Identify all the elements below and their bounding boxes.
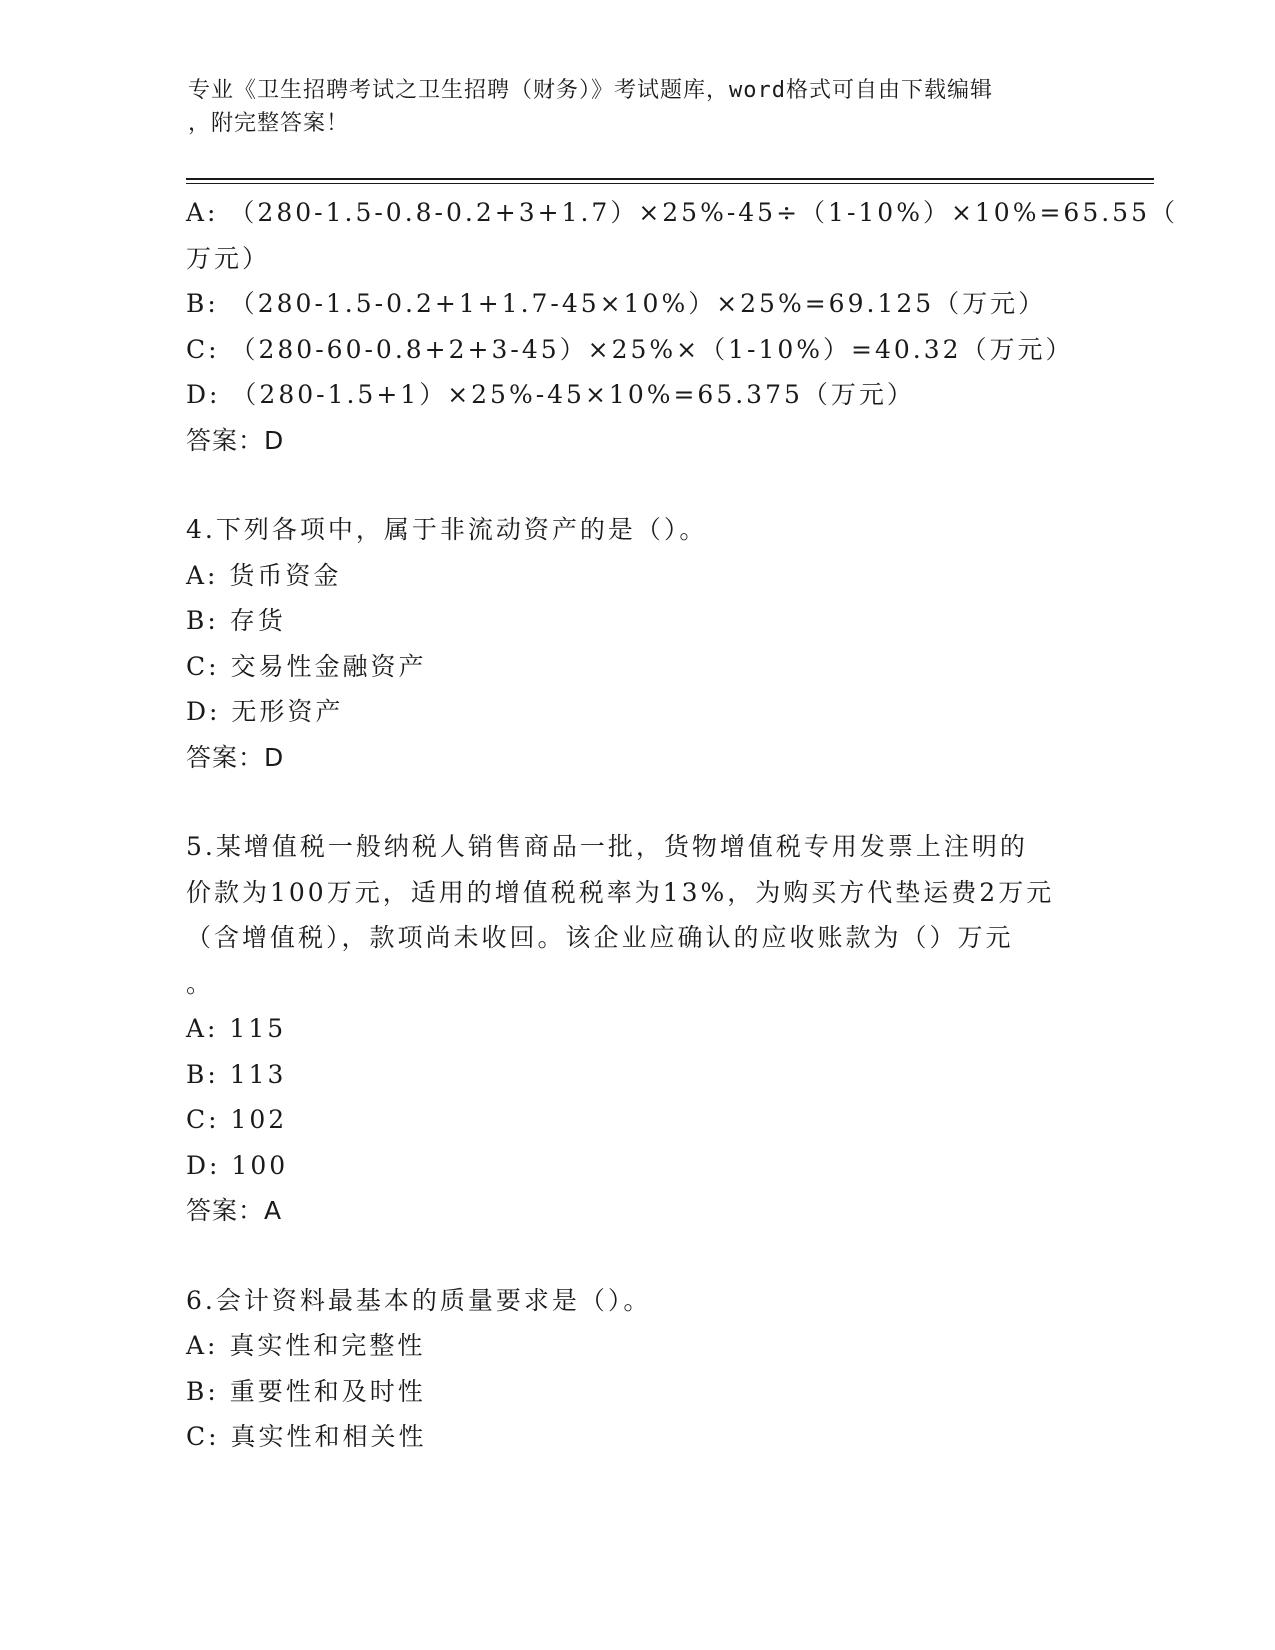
spacer (186, 1234, 1086, 1278)
q3-option-a-line-2: 万元） (186, 243, 271, 273)
header-line-1: 专业《卫生招聘考试之卫生招聘（财务）》考试题库，word格式可自由下载编辑 (188, 78, 993, 103)
q6-option-c: C: 真实性和相关性 (186, 1422, 427, 1451)
question-3 (186, 190, 1178, 463)
q6-question: 6.会计资料最基本的质量要求是（）。 (186, 1285, 652, 1315)
q3-answer: 答案：D (186, 425, 285, 455)
q6-option-a: A: 真实性和完整性 (186, 1331, 426, 1360)
q4-question: 4.下列各项中，属于非流动资产的是（）。 (186, 515, 708, 544)
q4-option-a: A: 货币资金 (186, 560, 342, 590)
header-rule-thick (186, 178, 1154, 180)
question-4 (186, 507, 1086, 780)
header-line-2: ，附完整答案！ (188, 111, 350, 136)
q5-option-c: C: 102 (186, 1105, 288, 1134)
q4-option-b: B: 存货 (186, 606, 286, 635)
q3-option-b: B: （280-1.5-0.2+1+1.7-45×10%）×25%=69.125（万元） (186, 289, 1047, 318)
question-5 (186, 824, 1086, 1234)
q5-answer: 答案：A (186, 1196, 283, 1225)
q4-answer: 答案：D (186, 742, 285, 772)
q5-option-a: A: 115 (186, 1014, 287, 1043)
q4-option-d: D: 无形资产 (186, 697, 344, 726)
q5-question-line-3: （含增值税），款项尚未收回。该企业应确认的应收账款为（）万元 (186, 923, 1014, 952)
q3-option-d: D: （280-1.5+1）×25%-45×10%=65.375（万元） (186, 380, 915, 409)
q5-question-line-1: 5.某增值税一般纳税人销售商品一批，货物增值税专用发票上注明的 (186, 832, 1028, 861)
q6-option-b: B: 重要性和及时性 (186, 1376, 426, 1406)
document-header (188, 74, 1088, 140)
question-list (186, 190, 1178, 1460)
question-6 (186, 1278, 1086, 1460)
spacer (186, 463, 1086, 507)
q4-option-c: C: 交易性金融资产 (186, 651, 427, 681)
q3-option-c: C: （280-60-0.8+2+3-45）×25%×（1-10%）=40.32（万元） (186, 334, 1074, 364)
header-rule-thin (186, 183, 1154, 184)
spacer (186, 780, 1086, 824)
q3-option-a-line-1: A: （280-1.5-0.8-0.2+3+1.7）×25%-45÷（1-10%）×10%=65.55（ (186, 198, 1178, 227)
q5-option-b: B: 113 (186, 1059, 287, 1089)
q5-question-line-2: 价款为100万元，适用的增值税税率为13%，为购买方代垫运费2万元 (186, 877, 1055, 907)
q5-option-d: D: 100 (186, 1150, 289, 1180)
q5-question-line-4: 。 (186, 968, 215, 998)
